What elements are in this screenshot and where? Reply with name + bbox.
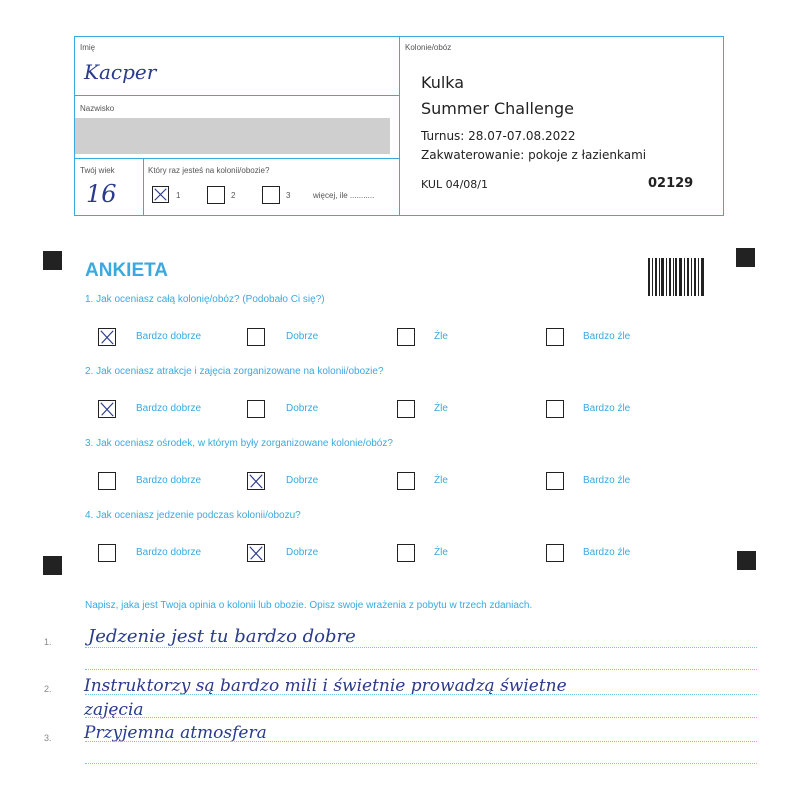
answer-line [85,741,757,742]
registration-mark [43,251,62,270]
age-label: Twój wiek [80,166,115,175]
answer-line [85,669,757,670]
age-value[interactable]: 16 [86,180,117,208]
first-name-value[interactable]: Kacper [84,60,157,84]
answer-option-label: Źle [434,403,448,414]
times-option-3: 3 [286,191,291,200]
question-text: 2. Jak oceniasz atrakcje i zajęcia zorganizowane na kolonii/obozie? [85,366,384,377]
times-option-1: 1 [176,191,181,200]
answer-checkbox[interactable] [247,400,265,418]
opinion-number-3: 3. [44,733,52,743]
answer-checkbox[interactable] [397,472,415,490]
first-name-label: Imię [80,43,96,52]
camp-name-line1: Kulka [421,73,465,92]
camp-code: KUL 04/08/1 [421,178,488,191]
answer-checkbox[interactable] [98,472,116,490]
times-checkbox-3[interactable] [262,186,280,204]
question-text: 4. Jak oceniasz jedzenie podczas kolonii/obozu? [85,510,301,521]
answer-option-label: Bardzo źle [583,475,631,486]
registration-mark [43,556,62,575]
answer-checkbox[interactable] [546,328,564,346]
answer-checkbox[interactable] [397,400,415,418]
answer-option-label: Źle [434,475,448,486]
turnus-text: Turnus: 28.07-07.08.2022 [421,129,576,143]
answer-checkbox[interactable] [247,544,265,562]
times-more-label: więcej, ile ........... [313,191,375,200]
accommodation-text: Zakwaterowanie: pokoje z łazienkami [421,148,647,162]
answer-option-label: Bardzo dobrze [136,403,202,414]
answer-option-label: Bardzo dobrze [136,547,202,558]
times-checkbox-1[interactable] [152,186,169,203]
barcode [648,258,704,296]
times-option-2: 2 [231,191,236,200]
answer-checkbox[interactable] [98,544,116,562]
answer-checkbox[interactable] [247,472,265,490]
opinion-answer-1[interactable]: Jedzenie jest tu bardzo dobre [88,626,356,647]
answer-option-label: Bardzo źle [583,547,631,558]
answer-line [85,717,757,718]
registration-mark [737,551,756,570]
answer-option-label: Dobrze [286,331,319,342]
answer-checkbox[interactable] [247,328,265,346]
answer-option-label: Bardzo źle [583,403,631,414]
answer-option-label: Bardzo źle [583,331,631,342]
answer-option-label: Bardzo dobrze [136,331,202,342]
answer-line [85,647,757,648]
answer-option-label: Źle [434,331,448,342]
survey-title: ANKIETA [85,260,169,281]
answer-option-label: Dobrze [286,475,319,486]
answer-option-label: Dobrze [286,403,319,414]
answer-checkbox[interactable] [546,400,564,418]
answer-line [85,763,757,764]
times-label: Który raz jesteś na kolonii/obozie? [148,166,270,175]
opinion-number-1: 1. [44,637,52,647]
opinion-answer-2[interactable]: Instruktorzy są bardzo mili i świetnie prowadzą świetne [84,676,567,696]
redacted-surname [75,118,390,154]
form-number: 02129 [648,176,694,191]
answer-checkbox[interactable] [397,328,415,346]
opinion-answer-3[interactable]: Przyjemna atmosfera [84,723,267,743]
answer-checkbox[interactable] [546,472,564,490]
camp-label: Kolonie/obóz [405,43,452,52]
answer-option-label: Bardzo dobrze [136,475,202,486]
opinion-prompt: Napisz, jaka jest Twoja opinia o kolonii lub obozie. Opisz swoje wrażenia z pobytu w trzech zdaniach. [85,600,533,611]
answer-option-label: Źle [434,547,448,558]
registration-mark [736,248,755,267]
answer-checkbox[interactable] [98,400,116,418]
answer-checkbox[interactable] [98,328,116,346]
times-checkbox-2[interactable] [207,186,225,204]
opinion-number-2: 2. [44,684,52,694]
answer-checkbox[interactable] [546,544,564,562]
answer-option-label: Dobrze [286,547,319,558]
question-text: 3. Jak oceniasz ośrodek, w którym były zorganizowane kolonie/obóz? [85,438,393,449]
camp-name-line2: Summer Challenge [421,99,574,118]
opinion-answer-2-cont[interactable]: zajęcia [84,700,144,720]
last-name-label: Nazwisko [80,104,115,113]
answer-checkbox[interactable] [397,544,415,562]
answer-line [85,694,757,695]
question-text: 1. Jak oceniasz całą kolonię/obóz? (Podobało Ci się?) [85,294,325,305]
